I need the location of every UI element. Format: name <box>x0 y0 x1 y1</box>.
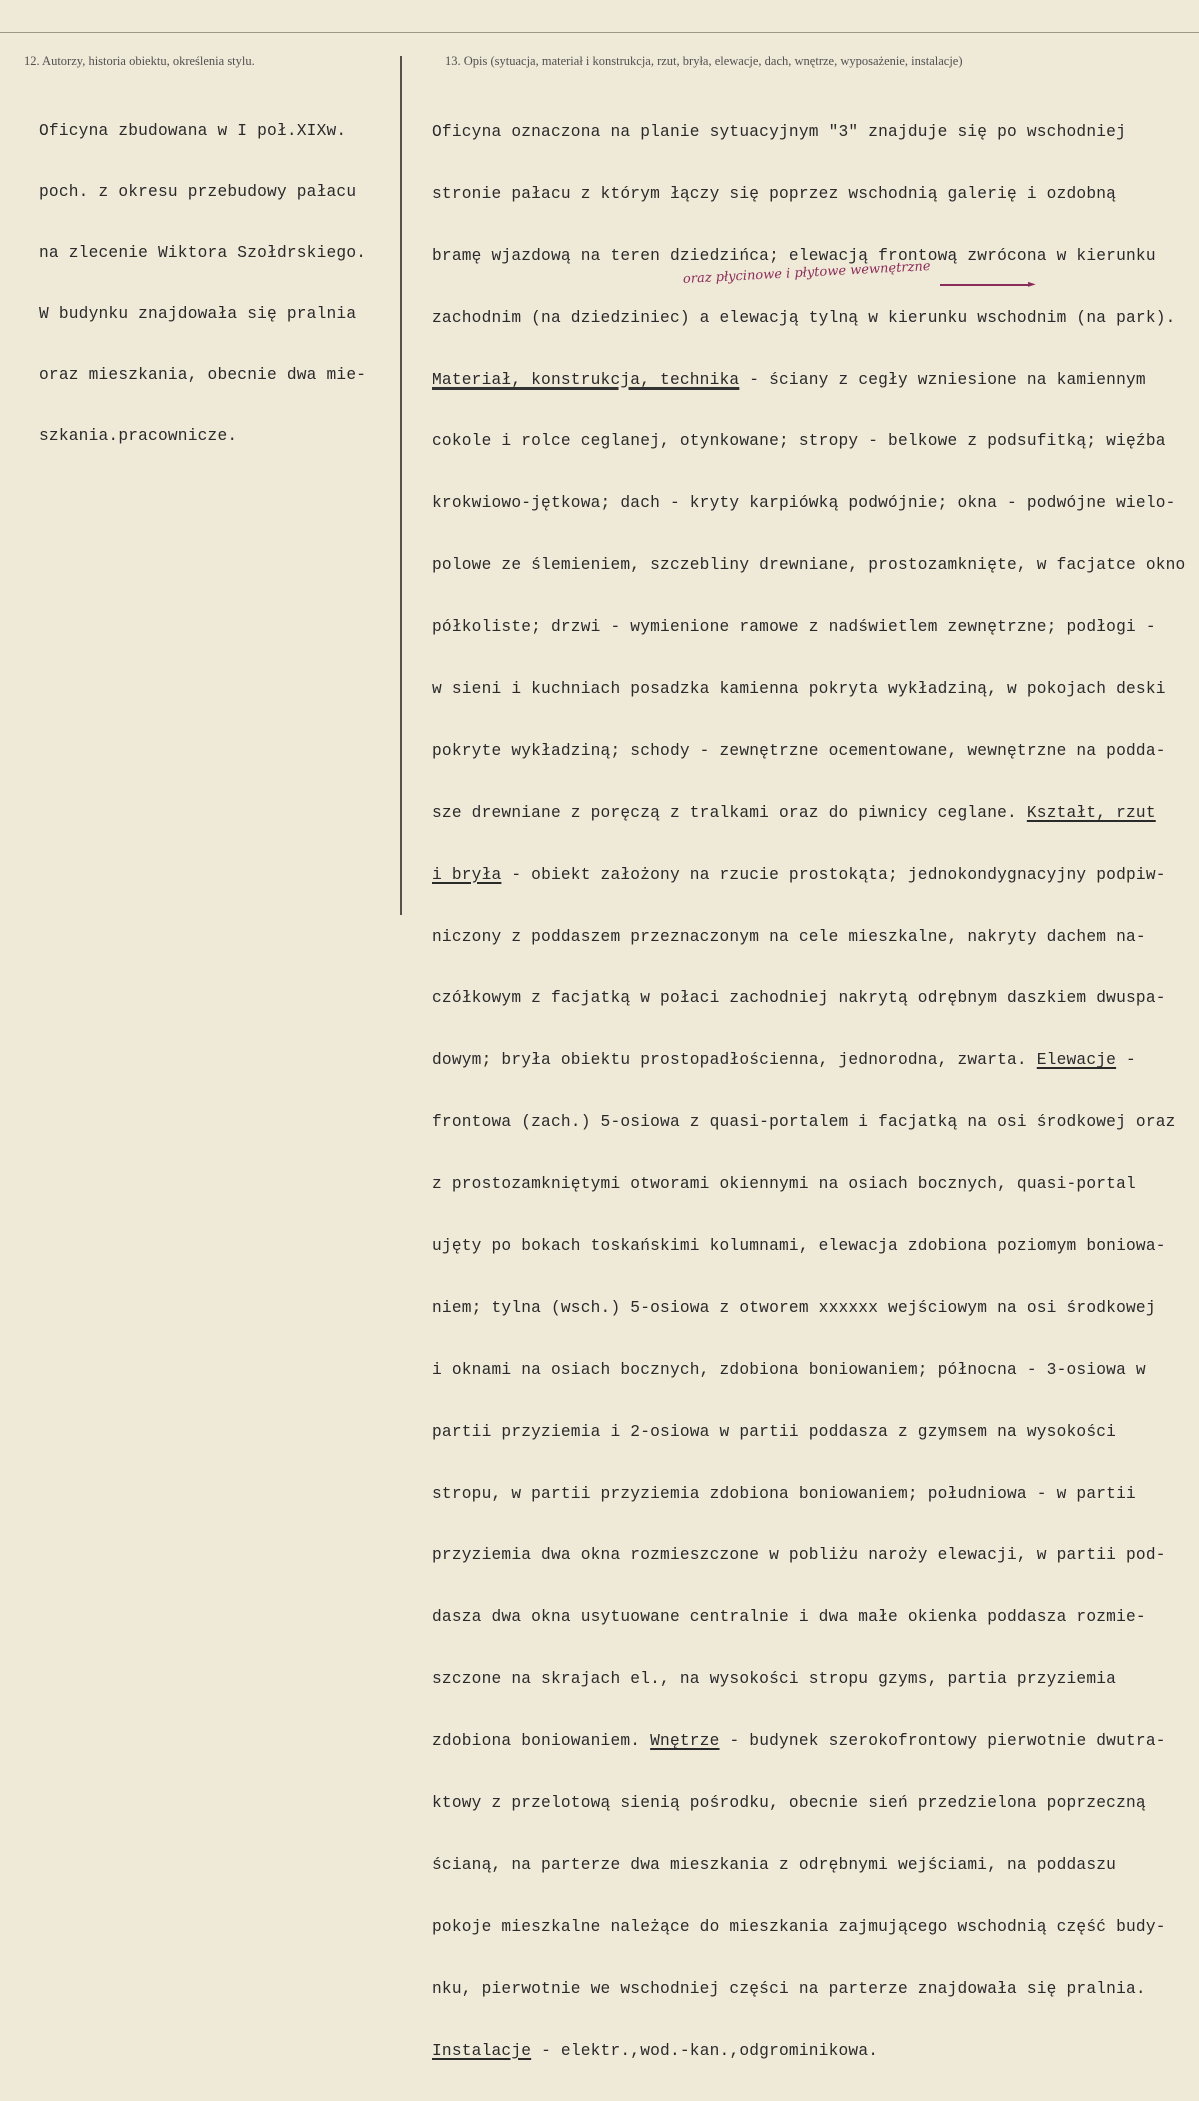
text-line <box>432 801 1185 827</box>
text-line: szkania.pracownicze. <box>39 427 238 445</box>
section-heading-installations: Instalacje <box>432 2041 532 2060</box>
top-rule <box>0 32 1199 33</box>
text-line: partii przyziemia i 2-osiowa w partii poddasza z gzymsem na wysokości <box>432 1422 1117 1441</box>
text-span: - ściany z cegły wzniesione na kamiennym <box>739 370 1146 389</box>
text-span: - <box>1116 1051 1136 1070</box>
text-line: półkoliste; drzwi - wymienione ramowe z nadświetlem zewnętrzne; podłogi - <box>432 618 1156 637</box>
text-line: stronie pałacu z którym łączy się poprzez wschodnią galerię i ozdobną <box>432 184 1117 203</box>
text-line: cokole i rolce ceglanej, otynkowane; stropy - belkowe z podsufitką; więźba <box>432 432 1166 451</box>
handwritten-underline <box>940 284 1030 286</box>
text-line: zachodnim (na dziedziniec) a elewacją tylną w kierunku wschodnim (na park). <box>432 308 1176 327</box>
section-13-header: 13. Opis (sytuacja, materiał i konstrukcja, rzut, bryła, elewacje, dach, wnętrze, wyposażenie, instalacje) <box>445 54 963 68</box>
text-line: krokwiowo-jętkowa; dach - kryty karpiówką podwójnie; okna - podwójne wielo- <box>432 494 1176 513</box>
text-line: bramę wjazdową na teren dziedzińca; elewacją frontową zwrócona w kierunku <box>432 246 1156 265</box>
text-line: czółkowym z facjatką w połaci zachodniej nakrytą odrębnym daszkiem dwuspa- <box>432 989 1166 1008</box>
text-line: ktowy z przelotową sienią pośrodku, obecnie sień przedzielona poprzeczną <box>432 1794 1146 1813</box>
text-line: dasza dwa okna usytuowane centralnie i dwa małe okienka poddasza rozmie- <box>432 1608 1146 1627</box>
text-line: ścianą, na parterze dwa mieszkania z odrębnymi wejściami, na poddaszu <box>432 1855 1117 1874</box>
text-span: zdobiona boniowaniem. <box>432 1732 651 1751</box>
text-line: nku, pierwotnie we wschodniej części na parterze znajdowała się pralnia. <box>432 1979 1146 1998</box>
text-line: z prostozamkniętymi otworami okiennymi na osiach bocznych, quasi-portal <box>432 1175 1136 1194</box>
text-span: - elektr.,wod.-kan.,odgrominikowa. <box>531 2041 879 2060</box>
column-divider <box>400 56 402 915</box>
text-line: stropu, w partii przyziemia zdobiona boniowaniem; południowa - w partii <box>432 1484 1136 1503</box>
text-line: polowe ze ślemieniem, szczebliny drewniane, prostozamknięte, w facjatce okno <box>432 556 1186 575</box>
text-line: poch. z okresu przebudowy pałacu <box>39 183 357 201</box>
history-text <box>39 83 366 485</box>
section-heading-material: Materiał, konstrukcja, technika <box>432 370 740 389</box>
text-line: oraz mieszkania, obecnie dwa mie- <box>39 366 367 384</box>
text-span: sze drewniane z poręczą z tralkami oraz do piwnicy ceglane. <box>432 803 1027 822</box>
text-span: dowym; bryła obiektu prostopadłościenna, jednorodna, zwarta. <box>432 1051 1037 1070</box>
text-line: szczone na skrajach el., na wysokości stropu gzyms, partia przyziemia <box>432 1670 1117 1689</box>
text-line <box>432 863 1185 889</box>
section-heading-shape: Kształt, rzut <box>1026 803 1156 822</box>
section-heading-interior: Wnętrze <box>650 1732 720 1751</box>
text-line <box>432 368 1185 394</box>
handwritten-annotation: oraz płycinowe i płytowe wewnętrzne <box>682 259 931 287</box>
text-line: na zlecenie Wiktora Szołdrskiego. <box>39 244 367 262</box>
text-line <box>432 1729 1185 1755</box>
text-line <box>432 1048 1185 1074</box>
section-12-header: 12. Autorzy, historia obiektu, określenia stylu. <box>24 54 255 68</box>
text-line <box>432 2039 1185 2065</box>
text-span: - budynek szerokofrontowy pierwotnie dwutra- <box>719 1732 1166 1751</box>
text-line: w sieni i kuchniach posadzka kamienna pokryta wykładziną, w pokojach deski <box>432 680 1166 699</box>
text-line: niczony z poddaszem przeznaczonym na cele mieszkalne, nakryty dachem na- <box>432 927 1146 946</box>
text-line: Oficyna oznaczona na planie sytuacyjnym "3" znajduje się po wschodniej <box>432 123 1126 141</box>
text-line: pokryte wykładziną; schody - zewnętrzne ocementowane, wewnętrzne na podda- <box>432 741 1166 760</box>
arrow-icon: ► <box>1028 279 1036 290</box>
text-line: ujęty po bokach toskańskimi kolumnami, elewacja zdobiona poziomym boniowa- <box>432 1237 1166 1256</box>
description-text <box>432 84 1185 2101</box>
text-line: i oknami na osiach bocznych, zdobiona boniowaniem; północna - 3-osiowa w <box>432 1360 1146 1379</box>
section-heading-shape-cont: i bryła <box>432 865 502 884</box>
text-line: pokoje mieszkalne należące do mieszkania zajmującego wschodnią część budy- <box>432 1917 1166 1936</box>
text-line: przyziemia dwa okna rozmieszczone w pobliżu naroży elewacji, w partii pod- <box>432 1546 1166 1565</box>
text-span: - obiekt założony na rzucie prostokąta; jednokondygnacyjny podpiw- <box>501 865 1166 884</box>
text-line: Oficyna zbudowana w I poł.XIXw. <box>39 122 347 140</box>
section-heading-elevations: Elewacje <box>1036 1051 1117 1070</box>
text-line: W budynku znajdowała się pralnia <box>39 305 357 323</box>
text-line: frontowa (zach.) 5-osiowa z quasi-portalem i facjatką na osi środkowej oraz <box>432 1113 1176 1132</box>
text-line: niem; tylna (wsch.) 5-osiowa z otworem xxxxxx wejściowym na osi środkowej <box>432 1298 1156 1317</box>
